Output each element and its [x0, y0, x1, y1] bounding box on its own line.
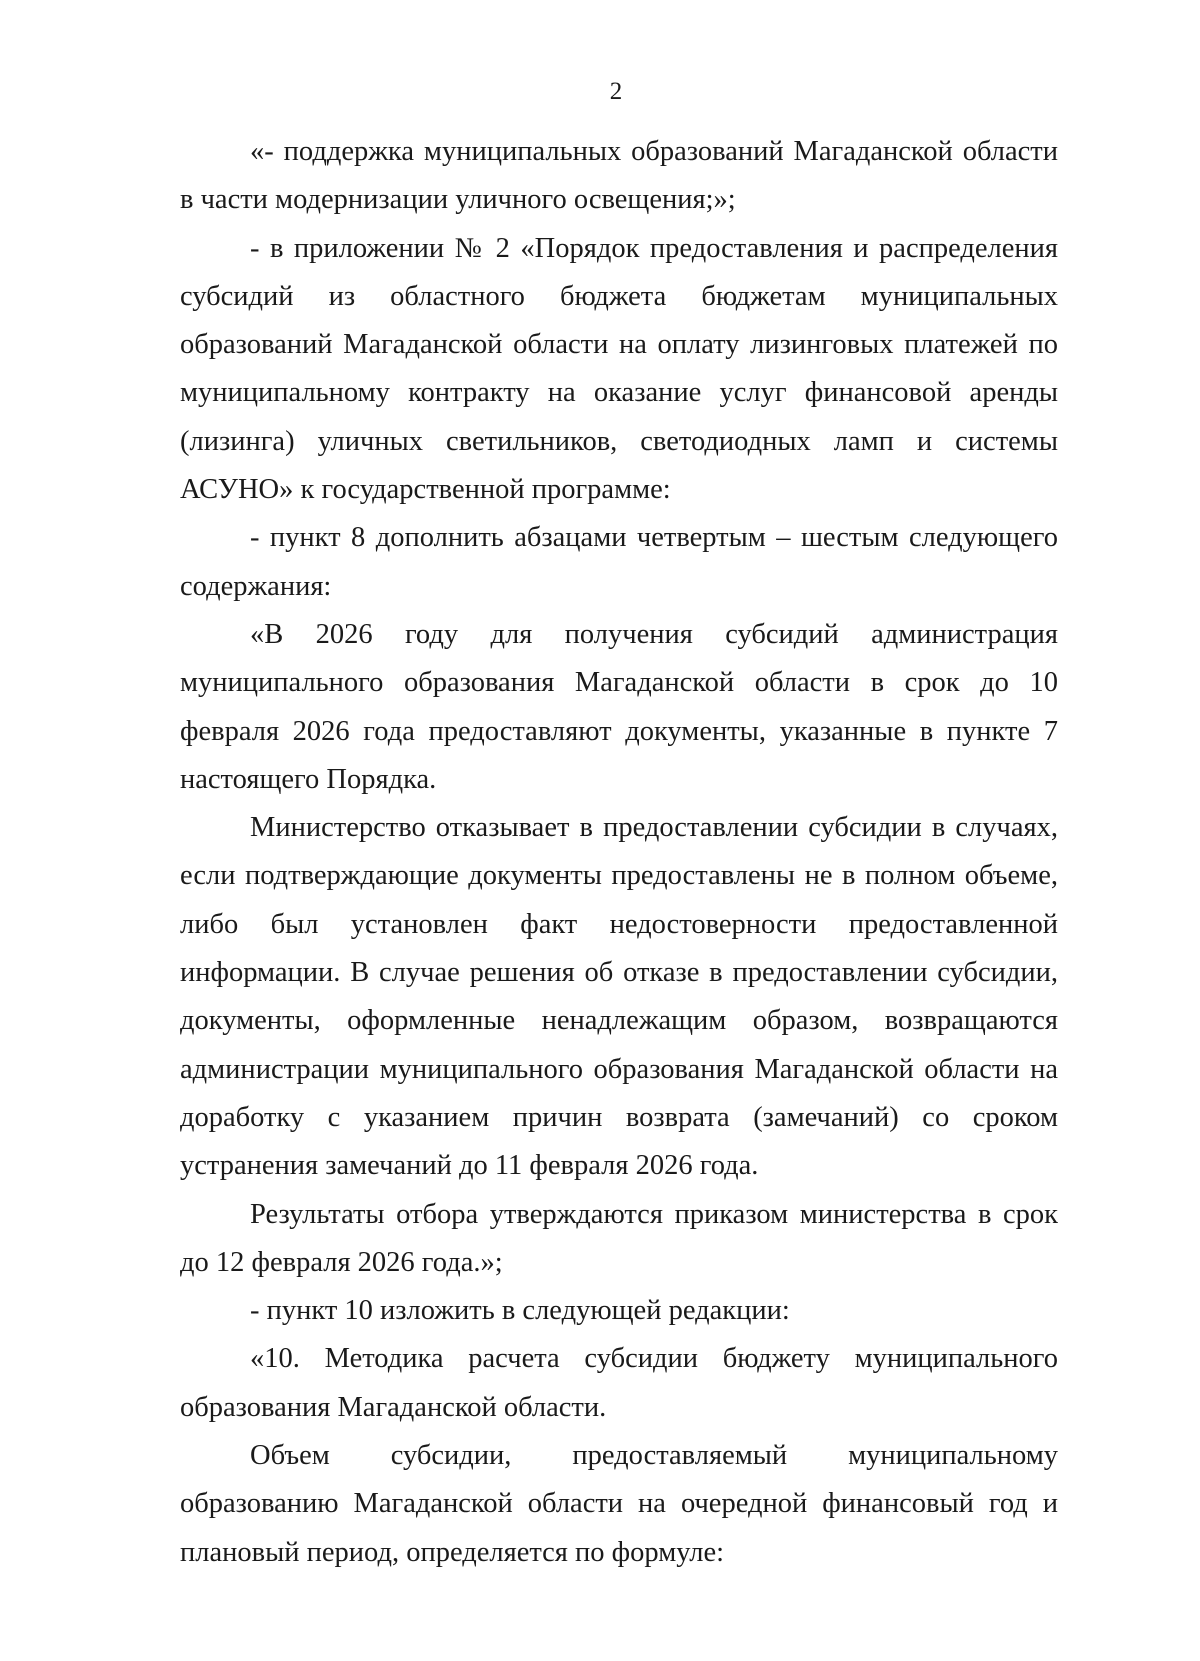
document-body [180, 128, 1058, 1577]
paragraph-subsidy-volume: Объем субсидии, предоставляемый муниципальному образованию Магаданской области на очередной финансовый год и плановый период, определяется по формуле: [180, 1440, 1058, 1568]
paragraph-ministry-refusal: Министерство отказывает в предоставлении субсидии в случаях, если подтверждающие документы предоставлены не в полном объеме, либо был установлен факт недостоверности предоставленной информации. В случае решения об отказе в предоставлении субсидии, документы, оформленные ненадлежащим образом, возвращаются администрации муниципального образования Магаданской области на доработку с указанием причин возврата (замечаний) со сроком устранения замечаний до 11 февраля 2026 года. [180, 812, 1058, 1182]
paragraph-appendix-2: - в приложении № 2 «Порядок предоставления и распределения субсидий из областного бюджета бюджетам муниципальных образований Магаданской области на оплату лизинговых платежей по муниципальному контракту на оказание услуг финансовой аренды (лизинга) уличных светильников, светодиодных ламп и системы АСУНО» к государственной программе: [180, 232, 1058, 506]
paragraph-methodology: «10. Методика расчета субсидии бюджету муниципального образования Магаданской области. [180, 1343, 1058, 1423]
paragraph-item-8-amend: - пункт 8 дополнить абзацами четвертым – шестым следующего содержания: [180, 522, 1058, 602]
paragraph-item-10-amend: - пункт 10 изложить в следующей редакции: [250, 1295, 790, 1327]
page-number: 2 [609, 78, 623, 105]
paragraph-selection-results: Результаты отбора утверждаются приказом министерства в срок до 12 февраля 2026 года.»; [180, 1198, 1058, 1278]
paragraph-support-item: «- поддержка муниципальных образований Магаданской области в части модернизации уличного освещения;»; [180, 136, 1058, 216]
paragraph-2026-documents: «В 2026 году для получения субсидий администрация муниципального образования Магаданской области в срок до 10 февраля 2026 года предоставляют документы, указанные в пункте 7 настоящего Порядка. [180, 618, 1058, 795]
